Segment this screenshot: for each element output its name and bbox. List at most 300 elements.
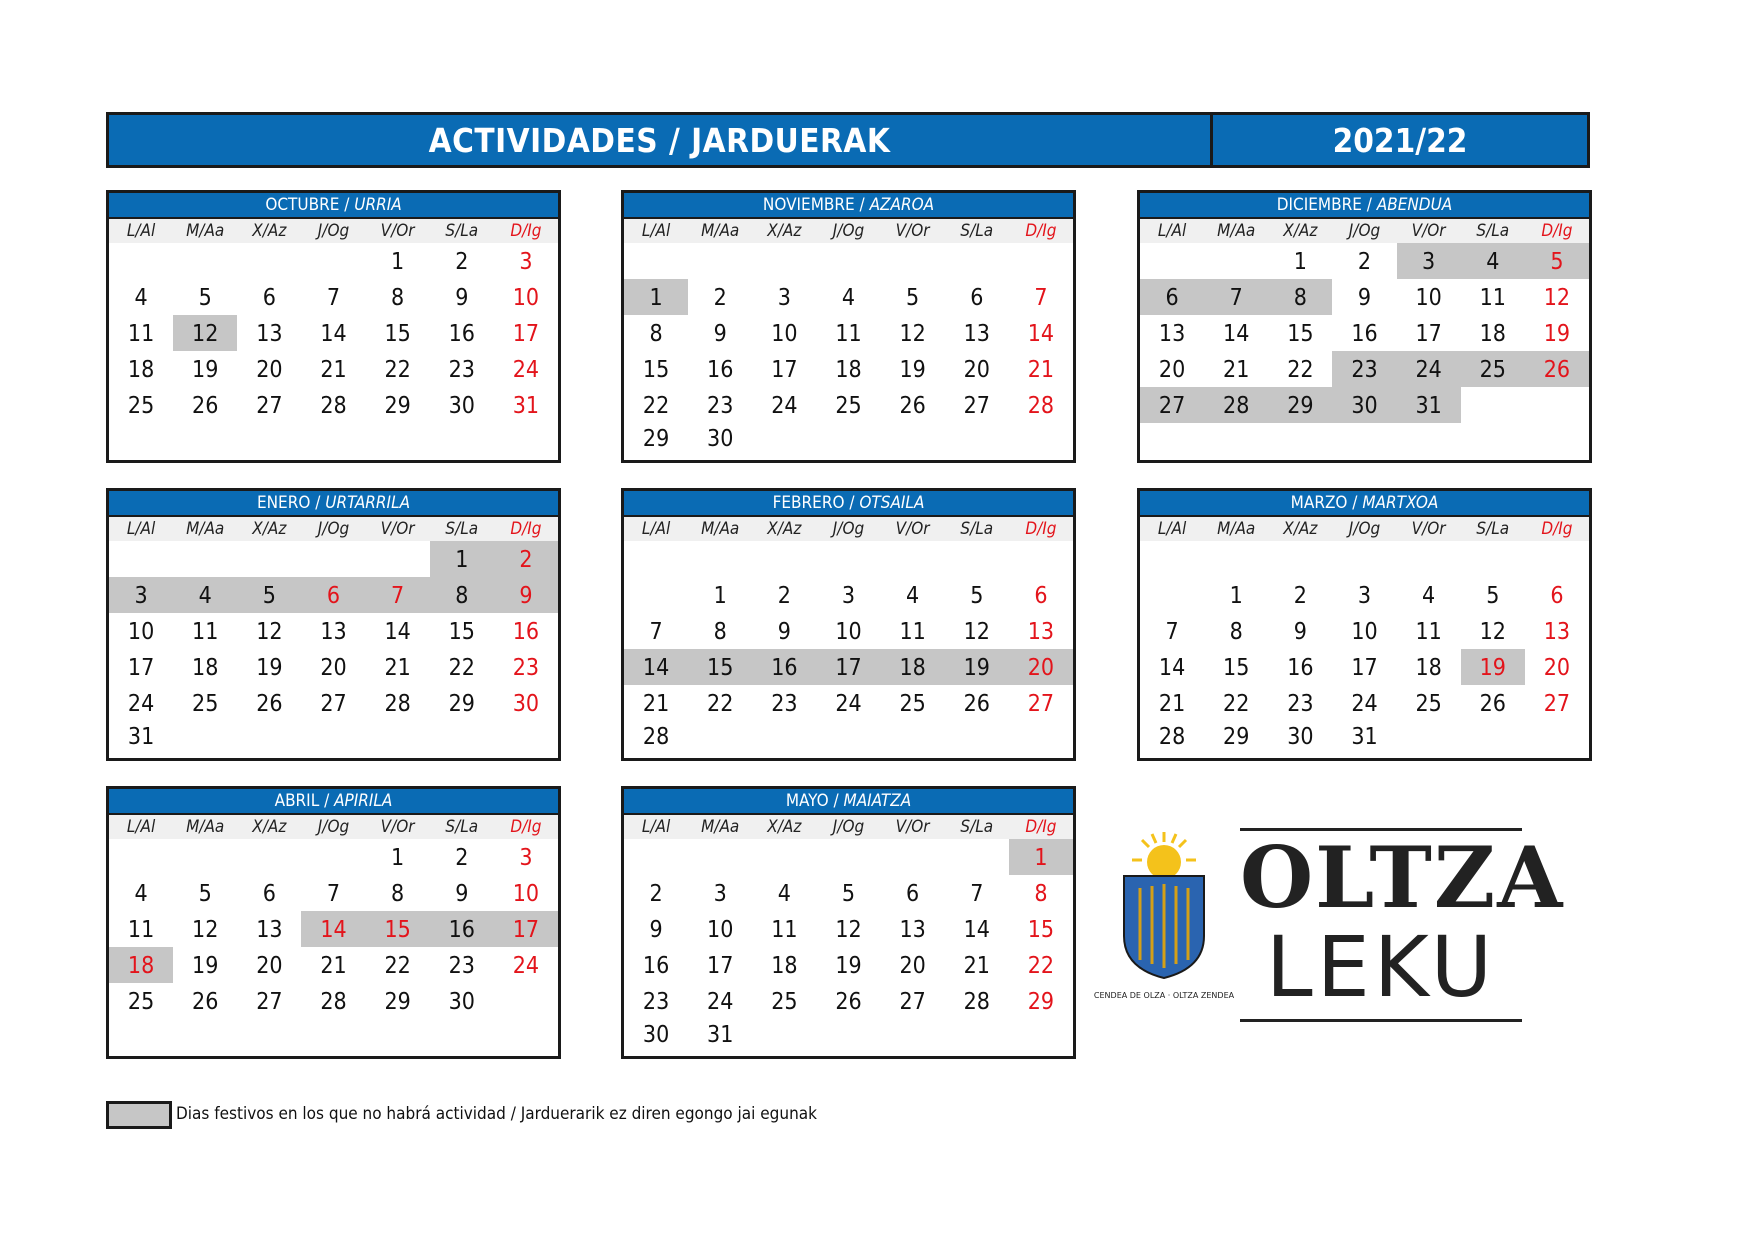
- weekday-header: V/Or: [1397, 517, 1461, 541]
- day-cell: 15: [366, 911, 430, 947]
- day-cell: 6: [262, 881, 276, 907]
- day-cell: 28: [320, 393, 347, 419]
- empty-cell: [109, 423, 173, 455]
- day-cell: 26: [963, 691, 990, 717]
- day-cell: 15: [642, 357, 670, 383]
- day-cell: 2: [1357, 249, 1372, 275]
- day-cell: 23: [642, 989, 670, 1015]
- day-cell: 3: [777, 285, 791, 311]
- day-cell: 30: [448, 989, 475, 1015]
- day-cell: 26: [899, 393, 926, 419]
- weekday-header: D/Ig: [494, 815, 558, 839]
- empty-cell: [1397, 423, 1461, 455]
- day-cell: 22: [384, 357, 411, 383]
- empty-cell: [881, 721, 945, 753]
- empty-cell: [752, 243, 816, 279]
- day-cell: 6: [1140, 279, 1204, 315]
- day-cell: 18: [835, 357, 862, 383]
- day-cell: 27: [899, 989, 926, 1015]
- empty-cell: [688, 541, 752, 577]
- day-cell: 18: [881, 649, 945, 685]
- day-cell: 14: [1158, 655, 1186, 681]
- day-cell: 15: [448, 619, 475, 645]
- weekday-header: X/Az: [752, 517, 816, 541]
- day-cell: 4: [173, 577, 237, 613]
- empty-cell: [366, 721, 430, 753]
- day-cell: 4: [1422, 583, 1436, 609]
- day-cell: 6: [906, 881, 920, 907]
- empty-cell: [816, 243, 880, 279]
- day-cell: 4: [134, 285, 148, 311]
- day-cell: 22: [1287, 357, 1314, 383]
- empty-cell: [301, 541, 365, 577]
- empty-cell: [173, 721, 237, 753]
- empty-cell: [1140, 243, 1204, 279]
- day-cell: 24: [707, 989, 734, 1015]
- day-cell: 15: [384, 321, 411, 347]
- day-cell: 27: [256, 989, 283, 1015]
- day-cell: 8: [713, 619, 727, 645]
- weekday-header: J/Og: [301, 815, 365, 839]
- day-cell: 31: [1351, 724, 1378, 750]
- weekday-header: X/Az: [752, 219, 816, 243]
- day-cell: 9: [455, 881, 469, 907]
- empty-cell: [624, 577, 688, 613]
- day-cell: 17: [127, 655, 155, 681]
- empty-cell: [109, 839, 173, 875]
- weekday-header: S/La: [945, 517, 1009, 541]
- day-cell: 11: [835, 321, 862, 347]
- day-cell: 5: [906, 285, 920, 311]
- empty-cell: [366, 541, 430, 577]
- day-cell: 15: [1027, 917, 1055, 943]
- empty-cell: [1140, 577, 1204, 613]
- day-cell: 20: [899, 953, 926, 979]
- day-cell: 7: [649, 619, 663, 645]
- day-cell: 15: [1223, 655, 1250, 681]
- empty-cell: [1204, 541, 1268, 577]
- day-cell: 27: [963, 393, 990, 419]
- day-cell: 30: [512, 691, 540, 717]
- weekday-header: L/Al: [624, 815, 688, 839]
- day-cell: 1: [1293, 249, 1307, 275]
- empty-cell: [1268, 423, 1332, 455]
- day-cell: 26: [1479, 691, 1506, 717]
- day-cell: 24: [1351, 691, 1378, 717]
- day-cell: 5: [841, 881, 856, 907]
- day-cell: 23: [1332, 351, 1396, 387]
- day-cell: 20: [256, 953, 283, 979]
- day-cell: 23: [771, 691, 798, 717]
- day-cell: 16: [1351, 321, 1378, 347]
- day-cell: 7: [326, 285, 341, 311]
- day-cell: 4: [1461, 243, 1525, 279]
- day-cell: 29: [1268, 387, 1332, 423]
- weekday-header: D/Ig: [1009, 517, 1073, 541]
- day-cell: 5: [237, 577, 301, 613]
- weekday-header: S/La: [430, 517, 494, 541]
- empty-cell: [752, 423, 816, 455]
- day-cell: 3: [109, 577, 173, 613]
- weekday-header: L/Al: [109, 219, 173, 243]
- day-cell: 15: [688, 649, 752, 685]
- day-cell: 12: [899, 321, 926, 347]
- month-title: MAYO / MAIATZA: [624, 789, 1073, 815]
- day-cell: 29: [384, 989, 411, 1015]
- day-cell: 10: [127, 619, 155, 645]
- day-cell: 6: [301, 577, 365, 613]
- weekday-header: M/Aa: [1204, 517, 1268, 541]
- day-cell: 2: [649, 881, 663, 907]
- day-cell: 15: [1287, 321, 1314, 347]
- day-cell: 27: [1027, 691, 1055, 717]
- day-cell: 25: [127, 989, 155, 1015]
- day-cell: 14: [1223, 321, 1250, 347]
- day-cell: 21: [1223, 357, 1250, 383]
- weekday-header: X/Az: [1268, 219, 1332, 243]
- day-cell: 11: [127, 321, 155, 347]
- day-cell: 13: [1027, 619, 1055, 645]
- empty-cell: [1525, 387, 1589, 423]
- weekday-header: D/Ig: [494, 517, 558, 541]
- day-cell: 20: [1158, 357, 1186, 383]
- day-cell: 8: [1268, 279, 1332, 315]
- day-cell: 26: [256, 691, 283, 717]
- day-cell: 6: [262, 285, 276, 311]
- weekday-header: D/Ig: [494, 219, 558, 243]
- weekday-header: J/Og: [301, 517, 365, 541]
- empty-cell: [173, 541, 237, 577]
- day-cell: 7: [970, 881, 984, 907]
- logo-line-1: OLTZA: [1240, 828, 1565, 927]
- weekday-header: D/Ig: [1009, 815, 1073, 839]
- day-cell: 19: [945, 649, 1009, 685]
- weekday-header: V/Or: [366, 517, 430, 541]
- day-cell: 2: [455, 845, 469, 871]
- day-cell: 25: [127, 393, 155, 419]
- weekday-header: M/Aa: [1204, 219, 1268, 243]
- day-cell: 9: [777, 619, 791, 645]
- weekday-header: M/Aa: [173, 815, 237, 839]
- empty-cell: [881, 243, 945, 279]
- day-cell: 14: [384, 619, 411, 645]
- day-cell: 7: [366, 577, 430, 613]
- day-cell: 3: [519, 845, 533, 871]
- day-cell: 20: [256, 357, 283, 383]
- day-cell: 25: [771, 989, 798, 1015]
- day-cell: 3: [519, 249, 533, 275]
- day-cell: 21: [642, 691, 670, 717]
- day-cell: 21: [384, 655, 411, 681]
- day-cell: 10: [512, 881, 540, 907]
- weekday-header: X/Az: [237, 517, 301, 541]
- weekday-header: L/Al: [1140, 517, 1204, 541]
- day-cell: 7: [326, 881, 341, 907]
- day-cell: 8: [430, 577, 494, 613]
- day-cell: 11: [771, 917, 798, 943]
- empty-cell: [173, 839, 237, 875]
- empty-cell: [237, 423, 301, 455]
- empty-cell: [109, 541, 173, 577]
- day-cell: 16: [1287, 655, 1314, 681]
- empty-cell: [1332, 541, 1396, 577]
- empty-cell: [237, 721, 301, 753]
- day-cell: 30: [1287, 724, 1314, 750]
- day-cell: 23: [512, 655, 540, 681]
- weekday-header: M/Aa: [688, 517, 752, 541]
- empty-cell: [173, 243, 237, 279]
- coat-of-arms-seal: [1093, 828, 1235, 1004]
- day-cell: 13: [256, 917, 283, 943]
- empty-cell: [494, 983, 558, 1019]
- day-cell: 14: [1027, 321, 1055, 347]
- day-cell: 4: [777, 881, 791, 907]
- month-title: DICIEMBRE / ABENDUA: [1140, 193, 1589, 219]
- day-cell: 24: [1397, 351, 1461, 387]
- day-cell: 9: [1293, 619, 1307, 645]
- empty-cell: [624, 243, 688, 279]
- day-cell: 9: [713, 321, 727, 347]
- empty-cell: [1009, 423, 1073, 455]
- day-cell: 14: [320, 321, 347, 347]
- day-cell: 5: [1525, 243, 1589, 279]
- weekday-header: V/Or: [881, 815, 945, 839]
- day-cell: 17: [1415, 321, 1442, 347]
- month-title: OCTUBRE / URRIA: [109, 193, 558, 219]
- day-cell: 25: [899, 691, 926, 717]
- day-cell: 13: [1158, 321, 1186, 347]
- month-noviembre: [621, 190, 1076, 463]
- empty-cell: [752, 1019, 816, 1051]
- day-cell: 23: [1287, 691, 1314, 717]
- day-cell: 1: [624, 279, 688, 315]
- weekday-header: S/La: [945, 219, 1009, 243]
- day-cell: 28: [1027, 393, 1055, 419]
- day-cell: 17: [512, 321, 540, 347]
- day-cell: 30: [642, 1022, 670, 1048]
- empty-cell: [1525, 423, 1589, 455]
- empty-cell: [624, 839, 688, 875]
- empty-cell: [1009, 1019, 1073, 1051]
- day-cell: 29: [1027, 989, 1055, 1015]
- empty-cell: [366, 1019, 430, 1051]
- day-cell: 6: [970, 285, 984, 311]
- empty-cell: [1332, 423, 1396, 455]
- day-cell: 10: [1351, 619, 1378, 645]
- empty-cell: [945, 1019, 1009, 1051]
- empty-cell: [237, 1019, 301, 1051]
- weekday-header: S/La: [1461, 219, 1525, 243]
- empty-cell: [494, 1019, 558, 1051]
- month-title: NOVIEMBRE / AZAROA: [624, 193, 1073, 219]
- day-cell: 9: [1357, 285, 1372, 311]
- empty-cell: [816, 721, 880, 753]
- empty-cell: [816, 541, 880, 577]
- legend-text: Dias festivos en los que no habrá actividad / Jarduerarik ez diren egongo jai egunak: [176, 1104, 817, 1124]
- day-cell: 17: [494, 911, 558, 947]
- weekday-header: X/Az: [237, 219, 301, 243]
- weekday-header: L/Al: [624, 517, 688, 541]
- weekday-header: S/La: [1461, 517, 1525, 541]
- day-cell: 9: [455, 285, 469, 311]
- weekday-header: S/La: [945, 815, 1009, 839]
- month-title: FEBRERO / OTSAILA: [624, 491, 1073, 517]
- day-cell: 4: [134, 881, 148, 907]
- day-cell: 1: [430, 541, 494, 577]
- day-cell: 14: [624, 649, 688, 685]
- day-cell: 18: [127, 357, 155, 383]
- day-cell: 19: [256, 655, 283, 681]
- day-cell: 17: [1351, 655, 1378, 681]
- day-cell: 21: [1158, 691, 1186, 717]
- day-cell: 28: [642, 724, 670, 750]
- day-cell: 8: [1229, 619, 1243, 645]
- day-cell: 16: [448, 321, 475, 347]
- empty-cell: [1461, 721, 1525, 753]
- weekday-header: J/Og: [816, 219, 880, 243]
- day-cell: 24: [771, 393, 798, 419]
- day-cell: 28: [384, 691, 411, 717]
- weekday-header: X/Az: [752, 815, 816, 839]
- weekday-header: L/Al: [1140, 219, 1204, 243]
- day-cell: 27: [256, 393, 283, 419]
- empty-cell: [688, 839, 752, 875]
- empty-cell: [752, 541, 816, 577]
- day-cell: 22: [448, 655, 475, 681]
- day-cell: 14: [963, 917, 990, 943]
- weekday-header: M/Aa: [173, 517, 237, 541]
- empty-cell: [816, 839, 880, 875]
- weekday-header: S/La: [430, 815, 494, 839]
- empty-cell: [301, 839, 365, 875]
- weekday-header: L/Al: [109, 815, 173, 839]
- day-cell: 27: [1140, 387, 1204, 423]
- day-cell: 20: [963, 357, 990, 383]
- month-title: ENERO / URTARRILA: [109, 491, 558, 517]
- day-cell: 17: [707, 953, 734, 979]
- day-cell: 11: [1415, 619, 1442, 645]
- empty-cell: [1461, 423, 1525, 455]
- weekday-header: J/Og: [301, 219, 365, 243]
- day-cell: 17: [771, 357, 798, 383]
- day-cell: 16: [707, 357, 734, 383]
- day-cell: 16: [642, 953, 670, 979]
- legend-swatch: [106, 1101, 172, 1129]
- oltza-leku-logo: [1240, 828, 1565, 1022]
- day-cell: 2: [494, 541, 558, 577]
- day-cell: 13: [1543, 619, 1571, 645]
- day-cell: 26: [835, 989, 862, 1015]
- empty-cell: [945, 721, 1009, 753]
- day-cell: 18: [771, 953, 798, 979]
- day-cell: 24: [512, 357, 540, 383]
- day-cell: 13: [899, 917, 926, 943]
- day-cell: 12: [963, 619, 990, 645]
- empty-cell: [1009, 721, 1073, 753]
- weekday-header: M/Aa: [688, 219, 752, 243]
- sun-icon: [1132, 832, 1196, 879]
- day-cell: 12: [192, 917, 219, 943]
- empty-cell: [1397, 721, 1461, 753]
- empty-cell: [1525, 541, 1589, 577]
- month-marzo: [1137, 488, 1592, 761]
- day-cell: 9: [649, 917, 663, 943]
- day-cell: 18: [192, 655, 219, 681]
- month-title: MARZO / MARTXOA: [1140, 491, 1589, 517]
- day-cell: 26: [192, 393, 219, 419]
- day-cell: 29: [1223, 724, 1250, 750]
- day-cell: 10: [1415, 285, 1442, 311]
- day-cell: 12: [256, 619, 283, 645]
- day-cell: 5: [198, 881, 212, 907]
- day-cell: 29: [448, 691, 475, 717]
- day-cell: 20: [1543, 655, 1571, 681]
- day-cell: 12: [173, 315, 237, 351]
- empty-cell: [881, 423, 945, 455]
- day-cell: 29: [642, 426, 670, 452]
- weekday-header: L/Al: [109, 517, 173, 541]
- day-cell: 3: [713, 881, 727, 907]
- empty-cell: [1397, 541, 1461, 577]
- empty-cell: [1268, 541, 1332, 577]
- day-cell: 20: [1009, 649, 1073, 685]
- day-cell: 22: [384, 953, 411, 979]
- day-cell: 5: [970, 583, 984, 609]
- day-cell: 31: [707, 1022, 734, 1048]
- empty-cell: [945, 839, 1009, 875]
- empty-cell: [752, 721, 816, 753]
- weekday-header: S/La: [430, 219, 494, 243]
- empty-cell: [109, 243, 173, 279]
- day-cell: 28: [1204, 387, 1268, 423]
- day-cell: 18: [1479, 321, 1506, 347]
- day-cell: 1: [391, 249, 405, 275]
- day-cell: 2: [713, 285, 727, 311]
- day-cell: 6: [1550, 583, 1564, 609]
- day-cell: 13: [320, 619, 347, 645]
- empty-cell: [237, 839, 301, 875]
- day-cell: 18: [109, 947, 173, 983]
- empty-cell: [1009, 243, 1073, 279]
- empty-cell: [816, 423, 880, 455]
- day-cell: 7: [1165, 619, 1179, 645]
- day-cell: 6: [1034, 583, 1048, 609]
- empty-cell: [945, 423, 1009, 455]
- day-cell: 5: [1486, 583, 1500, 609]
- weekday-header: J/Og: [816, 815, 880, 839]
- day-cell: 10: [771, 321, 798, 347]
- day-cell: 22: [642, 393, 670, 419]
- empty-cell: [624, 541, 688, 577]
- empty-cell: [237, 541, 301, 577]
- empty-cell: [881, 541, 945, 577]
- day-cell: 26: [192, 989, 219, 1015]
- month-diciembre: [1137, 190, 1592, 463]
- day-cell: 29: [384, 393, 411, 419]
- day-cell: 14: [301, 911, 365, 947]
- day-cell: 1: [713, 583, 727, 609]
- empty-cell: [301, 243, 365, 279]
- day-cell: 30: [1332, 387, 1396, 423]
- empty-cell: [237, 243, 301, 279]
- day-cell: 10: [512, 285, 540, 311]
- day-cell: 20: [320, 655, 347, 681]
- day-cell: 2: [455, 249, 469, 275]
- day-cell: 21: [963, 953, 990, 979]
- empty-cell: [1009, 541, 1073, 577]
- day-cell: 31: [1397, 387, 1461, 423]
- weekday-header: V/Or: [881, 517, 945, 541]
